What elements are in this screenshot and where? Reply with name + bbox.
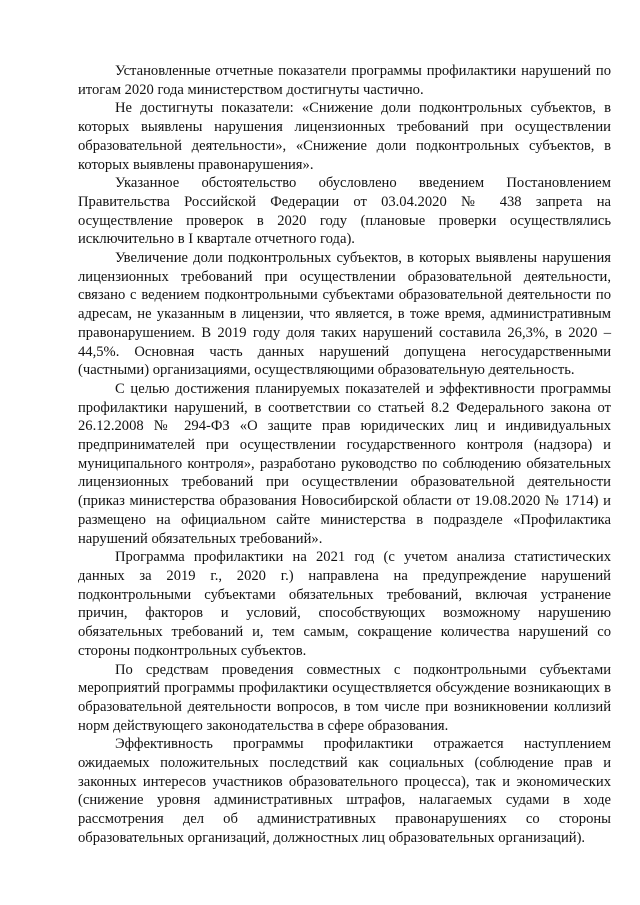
paragraph-program-effectiveness: Эффективность программы профилактики отражается наступлением ожидаемых положительных последствий как социальных (соблюдение прав и законных интересов участников образовательного процесса), так и экономических (снижение уровня административных штрафов, налагаемых судами в ходе рассмотрения дел об административных правонарушениях со стороны образовательных организаций, должностных лиц образовательных организаций). (78, 736, 611, 846)
paragraph-program-2021: Программа профилактики на 2021 год (с учетом анализа статистических данных за 2019 г., 2020 г.) направлена на предупреждение нарушений подконтрольными субъектами обязательных требований, включая устранение причин, факторов и условий, способствующих возможному нарушению обязательных требований и, тем самым, сокращение количества нарушений со стороны подконтрольных субъектов. (78, 549, 611, 659)
paragraph-inspection-ban-reason: Указанное обстоятельство обусловлено введением Постановлением Правительства Российской Федерации от 03.04.2020 № 438 запрета на осуществление проверок в 2020 году (плановые проверки осуществлялись исключительно в I квартале отчетного года). (78, 175, 611, 248)
paragraph-violation-share-increase: Увеличение доли подконтрольных субъектов, в которых выявлены нарушения лицензионных требований при осуществлении образовательной деятельности, связано с ведением подконтрольными субъектами образовательной деятельности по адресам, не указанным в лицензии, что является, в тоже время, административным правонарушением. В 2019 году доля таких нарушений составила 26,3%, в 2020 – 44,5%. Основная часть данных нарушений допущена негосударственными (частными) организациями, осуществляющими образовательную деятельность. (78, 250, 611, 379)
paragraph-indicators-partially-achieved: Установленные отчетные показатели программы профилактики нарушений по итогам 2020 года министерством достигнуты частично. (78, 63, 611, 98)
document-body (78, 62, 611, 848)
paragraph-indicators-not-achieved: Не достигнуты показатели: «Снижение доли подконтрольных субъектов, в которых выявлены нарушения лицензионных требований при осуществлении образовательной деятельности», «Снижение доли подконтрольных субъектов, в которых выявлены правонарушения». (78, 100, 611, 173)
paragraph-compliance-guide: С целью достижения планируемых показателей и эффективности программы профилактики нарушений, в соответствии со статьей 8.2 Федерального закона от 26.12.2008 № 294-ФЗ «О защите прав юридических лиц и индивидуальных предпринимателей при осуществлении государственного контроля (надзора) и муниципального контроля», разработано руководство по соблюдению обязательных лицензионных требований при осуществлении образовательной деятельности (приказ министерства образования Новосибирской области от 19.08.2020 № 1714) и размещено на официальном сайте министерства в подразделе «Профилактика нарушений обязательных требований». (78, 380, 611, 547)
paragraph-joint-events: По средствам проведения совместных с подконтрольными субъектами мероприятий программы профилактики осуществляется обсуждение возникающих в образовательной деятельности вопросов, в том числе при возникновении коллизий норм действующего законодательства в сфере образования. (78, 661, 611, 734)
